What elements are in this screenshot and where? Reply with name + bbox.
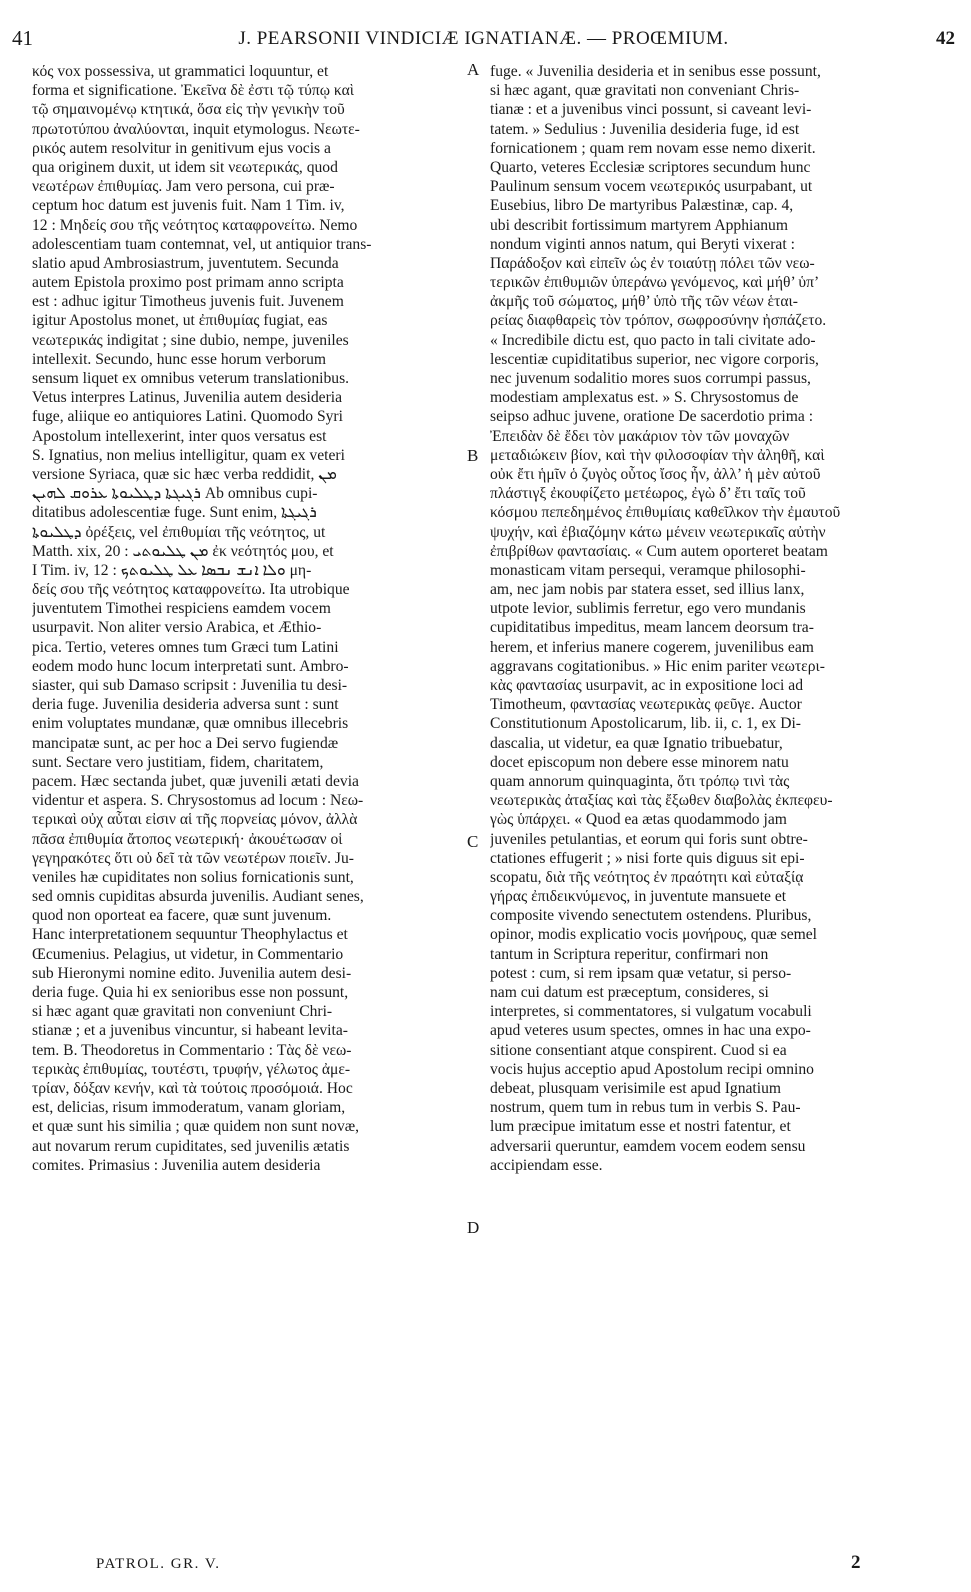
right-column-line: tantum in Scriptura reperitur, confirmari non xyxy=(490,945,769,963)
right-column-line: Eusebius, libro De martyribus Palæstinæ, cap. 4, xyxy=(490,197,794,215)
left-column-line: γεγηρακότες ὅτι οὐ δεῖ τὰ τῶν νεωτέρων ποιεῖν. Ju- xyxy=(32,849,354,867)
left-column-line: intellexit. Secundo, hunc esse horum verborum xyxy=(32,350,327,368)
right-column-line: utpote levior, sublimis ferretur, ego vero mundanis xyxy=(490,600,806,618)
right-column-line: ἀκμῆς τοῦ σώματος, μήθ’ ὑπὸ τῆς τῶν νέων ἑται- xyxy=(490,293,798,311)
right-column-line: quam annorum quinquaginta, ὅτι τρόπῳ τινὶ τὰς xyxy=(490,772,790,790)
left-column-line: sub Hieronymi nomine edito. Juvenilia autem desi- xyxy=(32,964,352,982)
left-text-column xyxy=(32,62,484,1175)
right-column-line: κὰς φαντασίας usurpavit, ac in expositione loci ad xyxy=(490,677,803,694)
right-column-line: vocis hujus acceptio apud Apostolum recipi omnino xyxy=(490,1060,814,1078)
left-column-line: Vetus interpres Latinus, Juvenilia autem desideria xyxy=(32,389,343,407)
left-column-line: ܕܛܠܝܘܬܐ ὀρέξεις, vel ἐπιθυμίαι τῆς νεότητος, ut xyxy=(32,523,326,541)
left-column-line: πᾶσα ἐπιθυμία ἄτοπος νεωτερική· ἀκουέτωσαν οἱ xyxy=(32,830,343,848)
right-column-line: μεταδιώκειν βίον, καὶ τὴν φιλοσοφίαν τὴν ἀληθῆ, καὶ xyxy=(490,446,825,464)
left-column-line: videntur et aspera. S. Chrysostomus ad locum : Νεω- xyxy=(32,792,364,810)
right-column-line: am, nec jam nobis par statera esset, sed illius lanx, xyxy=(490,581,805,599)
left-column-line: νεωτέρων ἐπιθυμίας. Jam vero persona, cui præ- xyxy=(32,178,335,196)
left-column-line: ܪܓܝܓܬܐ ܕܛܠܝܘܬܐ ܥܪܘܩ ܠܗܝܢ Ab omnibus cupi- xyxy=(32,485,318,503)
right-column-line: juveniles petulantias, et eorum qui foris sunt obtre- xyxy=(490,830,808,848)
left-column-line: τερικαὶ οὐχ αὗται εἰσιν αἱ τῆς πορνείας μόνον, ἀλλὰ xyxy=(32,811,358,829)
right-column-line: πλάστιγξ ἐκουφίζετο μετέωρος, ἐγὼ δ’ ἔτι ταῖς τοῦ xyxy=(490,485,806,503)
right-column-line: lescentiæ cupiditatibus superior, nec vigore corporis, xyxy=(490,350,819,368)
right-column-line: ψυχήν, καὶ ἐβιαζόμην κάτω μένειν νεωτερικαῖς αὐτὴν xyxy=(490,523,826,541)
right-column-line: Constitutionum Apostolicarum, lib. ii, c. 1, ex Di- xyxy=(490,715,801,733)
right-column-line: Quarto, veteres Ecclesiæ scriptores secundum hunc xyxy=(490,158,811,176)
left-column-line: est : adhuc igitur Timotheus juvenis fuit. Juvenem xyxy=(32,293,344,311)
footer-signature: PATROL. GR. V. xyxy=(96,1556,221,1572)
right-column-line: potest : cum, si rem ipsam quæ vetatur, si perso- xyxy=(490,964,792,982)
left-column-line: S. Ignatius, non melius intelligitur, quam ex veteri xyxy=(32,446,345,464)
left-column-line: δείς σου τῆς νεότητος καταφρονείτω. Ita utrobique xyxy=(32,581,350,599)
left-column-line: adolescentiam tuam contemnat, vel, ut antiquior trans- xyxy=(32,235,372,253)
right-column-line: modestiam amplexatus est. » S. Chrysostomus de xyxy=(490,389,799,407)
right-column-line: fuge. « Juvenilia desideria et in senibus esse possunt, xyxy=(490,63,821,80)
right-column-line: « Incredibile dictu est, quo pacto in tali civitate ado- xyxy=(490,331,816,349)
right-column-line: Paulinum sensum vocem νεωτερικός usurpabant, ut xyxy=(490,178,813,196)
left-column-line: ceptum hoc datum est juvenis fuit. Nam 1 Tim. iv, xyxy=(32,197,345,215)
left-column-line: si hæc agant quæ gravitati non conveniunt Chri- xyxy=(32,1003,333,1021)
right-column-line: herem, et inferius manere cogerem, juvenilibus eam xyxy=(490,638,814,656)
left-column-line: eodem modo hunc locum interpretati sunt. Ambro- xyxy=(32,657,349,675)
right-column-line: ρείας διαφθαρεὶς τὸν τρόπον, σωφροσύνην ἠσπάζετο. xyxy=(490,312,827,330)
running-title: J. PEARSONII VINDICIÆ IGNATIANÆ. — PROŒMIUM. xyxy=(238,28,729,49)
left-column-line: Apostolum intellexerint, inter quos versatus est xyxy=(32,427,327,445)
right-column-line: Ἐπειδὰν δὲ ἔδει τὸν μακάριον τὸν τῶν μοναχῶν xyxy=(490,427,790,445)
right-column-line: adversarii queruntur, eamdem vocem eodem sensu xyxy=(490,1137,806,1155)
left-column-line: I Tim. iv, 12 : ܘܠܐ ܐܢܫ ܢܒܣܐ ܥܠ ܛܠܝܘܬܟ μη- xyxy=(32,561,312,579)
right-column-line: lum præcipue imitatum esse et nostri fatentur, et xyxy=(490,1118,791,1136)
left-column-line: forma et significatione. Ἐκεῖνα δὲ ἐστι τῷ τύπῳ καὶ xyxy=(32,82,354,100)
footer-sheet-number: 2 xyxy=(851,1552,861,1573)
right-column-line: apud veteres usum spectes, omnes in hac una expo- xyxy=(490,1022,811,1040)
left-column-line: pica. Tertio, veteres omnes tum Græci tum Latini xyxy=(32,638,339,656)
right-column-line: κόσμου πεπεδημένος ἐπιθυμίαις καθεῖλκον τὴν ἐμαυτοῦ xyxy=(490,504,841,522)
right-column-line: scopatu, διὰ τῆς νεότητος ἐν πραότητι καὶ εὐταξίᾳ xyxy=(490,868,804,886)
left-column-line: deria fuge. Juvenilia desideria adversa sunt : sunt xyxy=(32,696,339,714)
left-column-line: κός vox possessiva, ut grammatici loquuntur, et xyxy=(32,63,329,80)
left-column-line: τερικὰς ἐπιθυμίας, τουτέστι, τρυφήν, γέλωτος ἀμε- xyxy=(32,1060,351,1078)
right-column-line: si hæc agant, quæ gravitati non conveniant Chris- xyxy=(490,82,800,100)
right-column-line: nec juvenum sodalitio mores suos corrumpi passus, xyxy=(490,370,811,387)
margin-marker-d: D xyxy=(467,1218,480,1237)
left-column-line: pacem. Hæc sectanda jubet, quæ juvenili ætati devia xyxy=(32,772,359,790)
left-column-line: igitur Apostolus monet, ut ἐπιθυμίας fugiat, eas xyxy=(32,312,328,330)
page-header xyxy=(12,26,955,58)
right-column-line: τερικῶν ἐπιθυμιῶν ὑπεράνω γενόμενος, καὶ μήθ’ ὑπ’ xyxy=(490,274,820,292)
left-column-line: τῷ σημαινομένῳ κτητικά, ὅσα εἰς τὴν γενικὴν τοῦ xyxy=(32,101,345,119)
page-number-left: 41 xyxy=(12,26,33,50)
right-column-line: nostrum, quem tum in rebus tum in verbis S. Pau- xyxy=(490,1099,801,1117)
left-column-line: qua originem duxit, ut idem sit νεωτερικάς, quod xyxy=(32,158,338,176)
left-column-line: quod non oporteat ea facere, quæ sunt juvenum. xyxy=(32,907,332,925)
left-column-line: enim voluptates mundanæ, quæ omnibus illecebris xyxy=(32,715,349,733)
right-column-line: composite vivendo senectutem ostendens. Pluribus, xyxy=(490,907,812,925)
right-column-line: tianæ : et a juvenibus vinci possunt, si caveant levi- xyxy=(490,101,812,119)
right-column-line: aggravans cogitationibus. » Hic enim pariter νεωτερι- xyxy=(490,657,825,675)
left-column-line: versione Syriaca, quæ sic hæc verba reddidit, ܡܢ xyxy=(32,465,337,483)
margin-marker-c: C xyxy=(467,832,479,851)
right-column-line: cupiditatibus impeditus, meam lancem deorsum tra- xyxy=(490,619,814,637)
left-column-line: πρωτοτύπου ἀναλύονται, inquit etymologus. Νεωτε- xyxy=(32,120,360,138)
right-column-line: Timotheum, φαντασίας νεωτερικὰς φεῦγε. Auctor xyxy=(490,696,802,714)
left-column-line: aut novarum rerum cupiditates, sed juvenilis ætatis xyxy=(32,1137,350,1155)
left-column-line: veniles hæ cupiditates non solius fornicationis sunt, xyxy=(32,868,354,886)
right-column-line: γήρας ἐπιδεικνύμενος, in juventute mansuete et xyxy=(490,888,787,906)
left-column-line: ρικός autem resolvitur in genitivum ejus vocis a xyxy=(32,139,331,157)
right-column-line: ubi describit fortissimum martyrem Apphianum xyxy=(490,216,788,234)
right-column-line: γὼς ὑπάρχει. « Quod ea ætas quodammodo jam xyxy=(490,811,787,829)
right-column-line: nam cui datum est præceptum, consideres, si xyxy=(490,984,769,1001)
left-column-line: sunt. Sectare vero justitiam, fidem, charitatem, xyxy=(32,753,324,771)
right-column-line: accipiendam esse. xyxy=(490,1156,603,1174)
left-column-line: tem. B. Theodoretus in Commentario : Τὰς δὲ νεω- xyxy=(32,1041,352,1059)
right-column-line: monasticam vitam persequi, veramque philosophi- xyxy=(490,561,806,579)
right-column-line: tatem. » Sedulius : Juvenilia desideria fuge, id est xyxy=(490,120,800,138)
left-column-line: τρίαν, δόξαν κενήν, καὶ τὰ τούτοις προσόμοιά. Hoc xyxy=(32,1079,353,1097)
left-column-line: 12 : Μηδείς σου τῆς νεότητος καταφρονείτω. Nemo xyxy=(32,216,358,234)
right-text-column xyxy=(490,62,946,1175)
left-column-line: usurpavit. Non aliter versio Arabica, et Æthio- xyxy=(32,619,322,637)
left-column-line: autem Epistola proximo post primam anno scripta xyxy=(32,274,344,292)
page-number-right: 42 xyxy=(936,28,955,49)
left-column-line: comites. Primasius : Juvenilia autem desideria xyxy=(32,1156,321,1174)
left-column-line: mancipatæ sunt, ac per hoc a Dei servo fugiendæ xyxy=(32,734,339,752)
right-column-line: seipso adhuc juvene, oratione De sacerdotio prima : xyxy=(490,408,814,426)
right-column-line: dascalia, ut videtur, ea quæ Ignatio tribuebatur, xyxy=(490,734,783,752)
right-column-line: νεωτερικὰς ἀταξίας καὶ τὰς ἔξωθεν διαβολὰς ἐκπεφευ- xyxy=(490,792,833,810)
right-column-line: opinor, modis explicatio vocis μονήρους, quæ semel xyxy=(490,926,818,944)
left-column-line: ditatibus adolescentiæ fuge. Sunt enim, ܪܓܝܓܬܐ xyxy=(32,504,317,522)
left-column-line: fuge, aliique eo antiquiores Latini. Quomodo Syri xyxy=(32,408,343,426)
right-column-line: nondum viginti annos natum, qui Beryti vixerat : xyxy=(490,235,795,253)
left-column-line: est, delicias, risum immoderatum, vanam gloriam, xyxy=(32,1099,346,1117)
left-column-line: stianæ ; et a juvenibus vincuntur, si habeant levita- xyxy=(32,1022,348,1040)
left-column-line: juventutem Timothei respiciens eamdem vocem xyxy=(32,600,331,618)
right-column-line: Παράδοξον καὶ εἰπεῖν ὡς ἐν τοιαύτῃ πόλει τῶν νεω- xyxy=(490,254,815,272)
right-column-line: ἐπιβρίθων φαντασίαις. « Cum autem oporteret beatam xyxy=(490,542,828,560)
left-column-line: νεωτερικάς indigitat ; sine dubio, nempe, juveniles xyxy=(32,331,349,349)
left-column-line: Matth. xix, 20 : ܡܢ ܛܠܝܘܬܝ ἐκ νεότητός μου, et xyxy=(32,542,334,560)
right-column-line: ctationes effugerit ; » nisi forte quis diguus sit epi- xyxy=(490,849,805,867)
margin-marker-b: B xyxy=(467,446,479,465)
left-column-line: et quæ sunt his similia ; quæ quidem non sunt novæ, xyxy=(32,1118,360,1136)
right-column-line: sitione consentiant atque conspirent. Cuod si ea xyxy=(490,1041,787,1059)
right-column-line: debeat, plusquam verisimile est apud Ignatium xyxy=(490,1079,782,1097)
left-column-line: Œcumenius. Pelagius, ut videtur, in Commentario xyxy=(32,945,344,963)
left-column-line: sed omnis cupiditas absurda juvenilis. Audiant senes, xyxy=(32,888,364,906)
left-column-line: siaster, qui sub Damaso scripsit : Juvenilia tu desi- xyxy=(32,677,348,694)
margin-marker-a: A xyxy=(467,60,480,79)
left-column-line: sensum liquet ex omnibus veterum translationibus. xyxy=(32,370,350,387)
left-column-line: deria fuge. Quia hi ex senioribus esse non possunt, xyxy=(32,984,349,1001)
right-column-line: fornicationem ; quam rem novam esse nemo dixerit. xyxy=(490,139,816,157)
left-column-line: slatio apud Ambrosiastrum, juventutem. Secunda xyxy=(32,254,339,272)
right-column-line: docet episcopum non debere esse minorem natu xyxy=(490,753,789,771)
left-column-line: Hanc interpretationem sequuntur Theophylactus et xyxy=(32,926,348,944)
right-column-line: οὐκ ἔτι ἡμῖν ὁ ζυγὸς οὗτος ἴσος ἦν, ἀλλ’ ἡ μὲν αὐτοῦ xyxy=(490,465,821,483)
right-column-line: interpretes, si commentatores, si vulgatum vocabuli xyxy=(490,1003,812,1021)
